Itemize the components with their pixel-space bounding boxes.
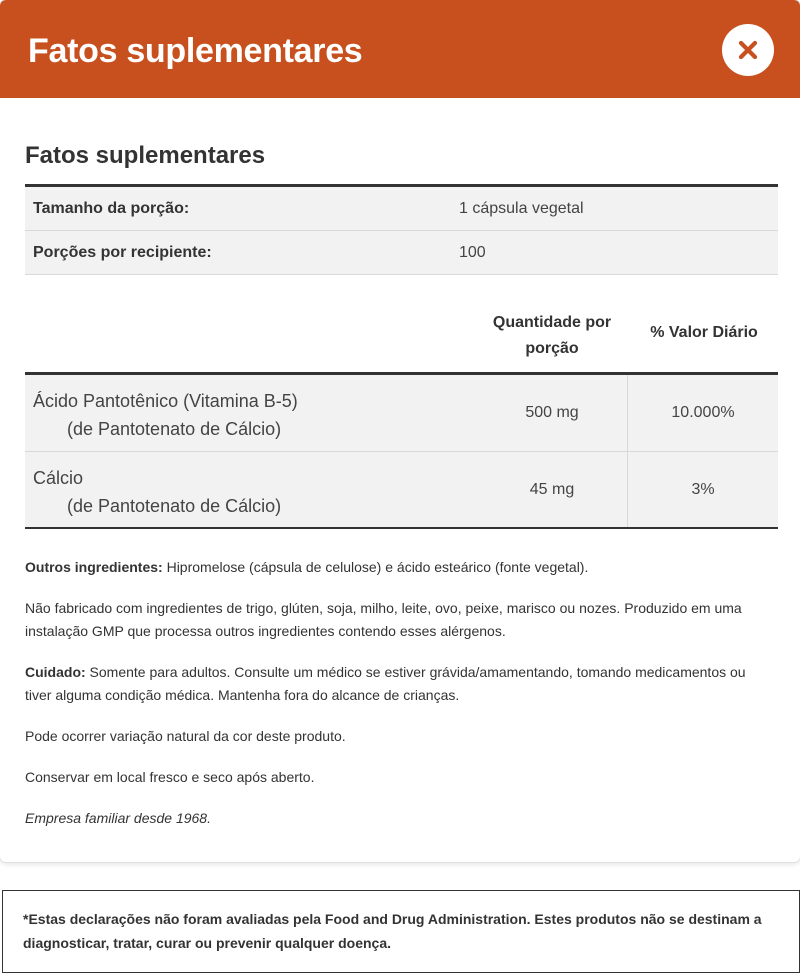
amount-column-header [477, 310, 627, 362]
daily-value-column-header: % Valor Diário [650, 324, 758, 341]
caution-text: Somente para adultos. Consulte um médico se estiver grávida/amamentando, tomando medicamentos ou tiver alguma condição médica. Mantenha fora do alcance de crianças. [25, 664, 746, 703]
close-icon [737, 39, 759, 61]
product-notes [25, 556, 775, 848]
modal-title: Fatos suplementares [28, 32, 363, 70]
nutrient-title: Cálcio [33, 468, 84, 488]
fda-disclaimer: *Estas declarações não foram avaliadas pela Food and Drug Administration. Estes produtos não se destinam a diagnosticar, tratar, curar ou prevenir qualquer doença. [2, 890, 800, 973]
caution-statement [25, 661, 775, 707]
other-ingredients-text: Hipromelose (cápsula de celulose) e ácido esteárico (fonte vegetal). [162, 559, 589, 575]
amount-header-line2: porção [525, 340, 579, 357]
nutrient-daily-value: 3% [627, 452, 778, 527]
serving-size-row [25, 187, 778, 231]
amount-header-line1: Quantidade por [492, 314, 612, 331]
nutrient-title: Ácido Pantotênico (Vitamina B-5) [33, 391, 298, 411]
modal-header [0, 0, 800, 98]
nutrient-amount: 500 mg [525, 404, 579, 421]
family-company-note [25, 807, 775, 830]
serving-size-value: 1 cápsula vegetal [459, 200, 584, 217]
nutrient-source: (de Pantotenato de Cálcio) [67, 419, 282, 439]
serving-table [25, 184, 778, 275]
nutrient-name [33, 387, 298, 443]
close-button[interactable] [722, 24, 774, 76]
servings-per-container-label: Porções por recipiente: [33, 244, 212, 261]
color-variation-note: Pode ocorrer variação natural da cor deste produto. [25, 728, 346, 744]
nutrient-source: (de Pantotenato de Cálcio) [67, 496, 282, 516]
other-ingredients [25, 556, 775, 579]
caution-label: Cuidado: [25, 664, 86, 680]
family-company-text: Empresa familiar desde 1968. [25, 810, 211, 826]
nutrient-row [25, 375, 778, 452]
allergen-statement: Não fabricado com ingredientes de trigo, glúten, soja, milho, leite, ovo, peixe, marisco ou nozes. Produzido em uma instalação GMP que processa outros ingredientes contendo esses alérgenos. [25, 600, 742, 639]
servings-per-container-row [25, 231, 778, 275]
nutrient-table [25, 372, 778, 529]
nutrient-row [25, 452, 778, 527]
nutrient-name [33, 464, 281, 520]
serving-size-label: Tamanho da porção: [33, 200, 190, 217]
facts-heading: Fatos suplementares [25, 142, 266, 169]
storage-note: Conservar em local fresco e seco após aberto. [25, 769, 315, 785]
nutrient-amount: 45 mg [529, 480, 575, 498]
other-ingredients-label: Outros ingredientes: [25, 559, 163, 575]
nutrient-table-header [25, 300, 778, 372]
nutrient-daily-value: 10.000% [627, 375, 778, 451]
servings-per-container-value: 100 [459, 244, 486, 261]
